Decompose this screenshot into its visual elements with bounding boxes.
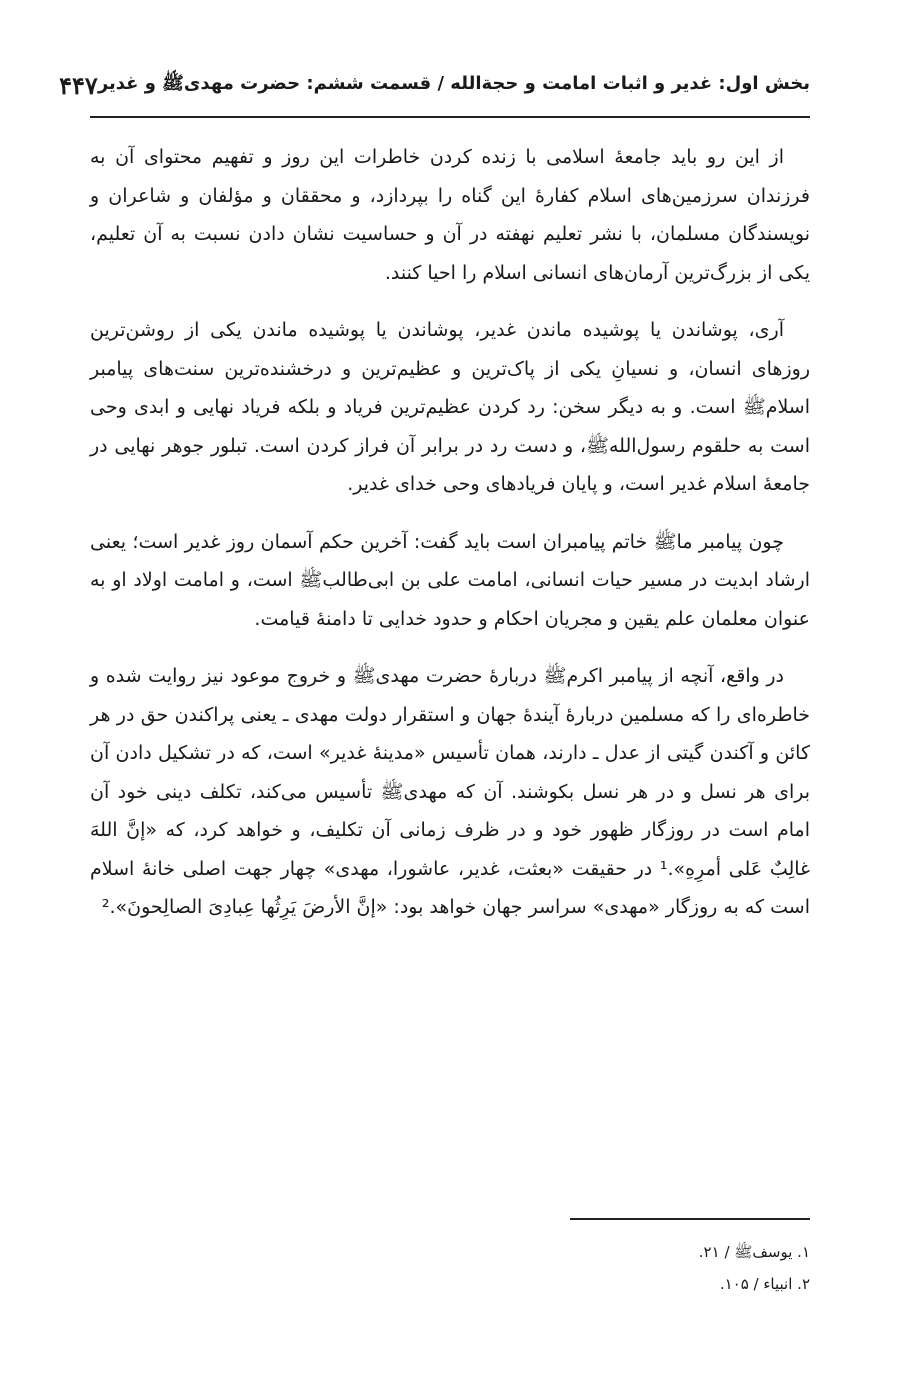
header-divider [90,116,810,118]
page-number: ۴۴۷ [59,70,98,100]
paragraph: چون پیامبر ماﷺ خاتم پیامبران است باید گفت: آخرین حکم آسمان روز غدیر است؛ یعنی ارشاد ابدیت در مسیر حیات انسانی، امامت علی بن ابی‌طالبﷺ است، و امامت اولاد او به عنوان معلمان علم یقین و مجریان احکام و حدود خدایی تا دامنۀ قیامت. [90,530,810,630]
paragraph: در واقع، آنچه از پیامبر اکرمﷺ دربارۀ حضرت مهدیﷺ و خروج موعود نیز روایت شده و خاطره‌ای را که مسلمین دربارۀ آیندۀ جهان و استقرار دولت مهدی ـ یعنی پراکندن حق در هر کائن و آکندن گیتی از عدل ـ دارند، همان تأسیس «مدینۀ غدیر» است، که در تشکیل دادن آن برای هر نسل و در هر نسل بکوشند. آن که مهدیﷺ تأسیس می‌کند، تکلف دینی خود آن امام است در روزگار ظهور خود و در ظرف زمانی آن تکلیف، و خواهد کرد، که «إنَّ اللهَ غالِبٌ عَلی أمرِهِ».¹ در حقیقت «بعثت، غدیر، عاشورا، مهدی» چهار جهت اصلی خانۀ اسلام است که به روزگار «مهدی» سراسر جهان خواهد بود: «إنَّ الأرضَ یَرِثُها عِبادِیَ الصالِحونَ».² [90,665,810,918]
footnotes [410,1236,810,1300]
paragraph: از این رو باید جامعۀ اسلامی با زنده کردن خاطرات این روز و تفهیم محتوای آن به فرزندان سرزمین‌های اسلام کفارۀ این گناه را بپردازد، و محققان و مؤلفان و شاعران و نویسندگان مسلمان، با نشر تعلیم نهفته در آن و حساسیت نشان دادن نسبت به آن تعلیم، یکی از بزرگ‌ترین آرمان‌های انسانی اسلام را احیا کنند. [90,146,810,284]
running-header [59,62,810,108]
footnote-divider [570,1218,810,1220]
footnote: ۲. انبیاء / ۱۰۵. [719,1275,810,1293]
footnote: ۱. یوسفﷺ / ۲۱. [698,1243,810,1261]
running-header-title: بخش اول: غدیر و اثبات امامت و حجةالله / قسمت ششم: حضرت مهدیﷺ و غدیر [97,73,810,94]
paragraph: آری، پوشاندن یا پوشیده ماندن غدیر، پوشاندن یا پوشیده ماندن یکی از روشن‌ترین روزهای انسان، و نسیانِ یکی از پاک‌ترین و عظیم‌ترین و درخشنده‌ترین سنت‌های پیامبر اسلامﷺ است. و به دیگر سخن: رد کردن عظیم‌ترین فریاد و بلکه فریاد نهایی و ابدی وحی است به حلقوم رسول‌اللهﷺ، و دست رد در برابر آن فراز کردن است. تبلور جوهر نهایی در جامعۀ اسلام غدیر است، و پایان فریادهای وحی خدای غدیر. [90,319,810,495]
body-text [90,138,810,946]
